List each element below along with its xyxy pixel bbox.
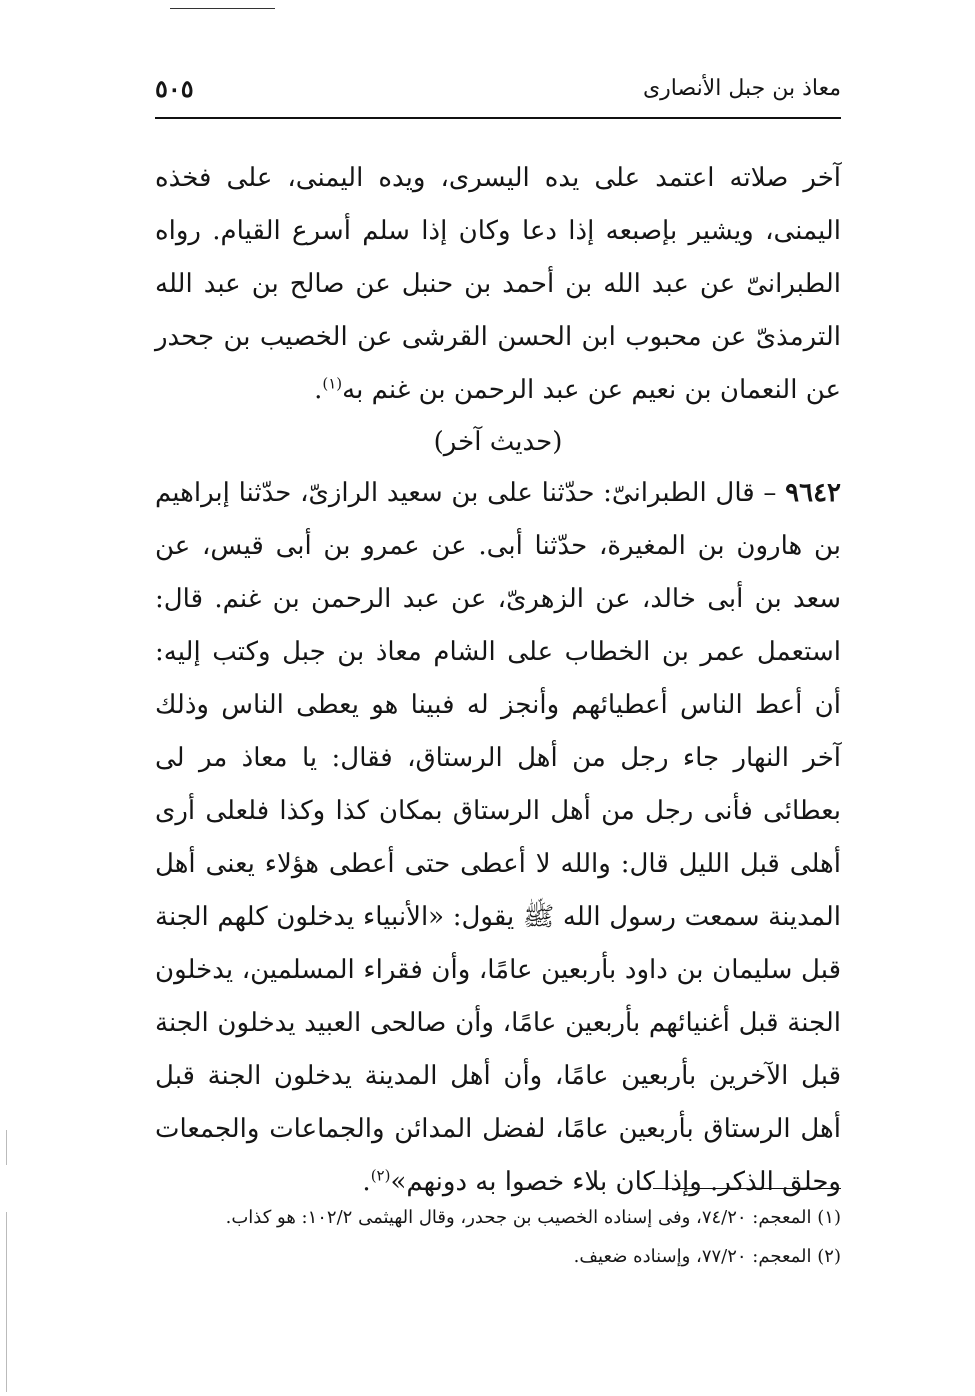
footnote-separator [653,1188,841,1189]
section-heading: (حديث آخر) [433,427,563,457]
hadith-text: قال الطبرانىّ: حدّثنا على بن سعيد الرازىّ، حدّثنا إبراهيم بن هارون بن المغيرة، حدّثنا أبى. عن عمرو بن أبى قيس، عن سعد بن أبى خالد، عن الزهرىّ، عن عبد الرحمن بن غنم. قال: استعمل عمر بن الخطاب على الشام معاذ بن جبل وكتب إليه: أن أعط الناس أعطيائهم وأنجز له فبينا هو يعطى الناس وذلك آخر النهار جاء رجل من أهل الرستاق، فقال: يا معاذ مر لى بعطائى فأنى رجل من أهل الرستاق بمكان كذا وكذا فلعلى أرى أهلى قبل الليل قال: والله لا أعطى حتى أعطى هؤلاء يعنى أهل المدينة سمعت رسول الله ﷺ يقول: «الأنبياء يدخلون كلهم الجنة قبل سليمان بن داود بأربعين عامًا، وأن فقراء المسلمين، يدخلون الجنة قبل أغنيائهم بأربعين عامًا، وأن صالحى العبيد يدخلون الجنة قبل الآخرين بأربعين عامًا، وأن أهل المدينة يدخلون الجنة قبل أهل الرستاق بأربعين عامًا، لفضل المدائن والجماعات والجمعات وحلق الذكر. وإذا كان بلاء خصوا به دونهم» [155,478,841,1197]
hadith-number: ٩٦٤٢ [785,478,842,508]
hadith-end: . [362,1167,371,1197]
footnote-2: (٢) المعجم: ٧٧/٢٠، وإسناده ضعيف. [573,1246,841,1267]
footnotes [155,1202,841,1280]
paragraph-1-text: آخر صلاته اعتمد على يده اليسرى، ويده اليمنى، على فخذه اليمنى، ويشير بإصبعه إذا دعا وكان إذا سلم أسرع القيام. رواه الطبرانىّ عن عبد الله بن أحمد بن حنبل عن صالح بن عبد الله الترمذىّ عن محبوب ابن الحسن القرشى عن الخصيب بن جحدر عن النعمان بن نعيم عن عبد الرحمن بن غنم به [155,163,841,405]
top-scan-rule [170,8,275,9]
page-number: ٥٠٥ [155,73,194,103]
scan-edge-mark [6,1130,7,1165]
paragraph-1-end: . [314,375,323,405]
footnote-marker-2: (٢) [370,1166,391,1185]
paragraph-continuation [155,152,841,417]
hadith-paragraph [155,467,841,1209]
hadith-dash: – [754,478,786,508]
header-rule [155,117,841,119]
footnote-marker-1: (١) [322,374,343,393]
footnote-1: (١) المعجم: ٧٤/٢٠، وفى إسناده الخصيب بن جحدر، وقال الهيثمى ١٠٢/٢: هو كذاب. [225,1207,841,1228]
page-header [155,66,841,110]
running-title: معاذ بن جبل الأنصارى [642,75,841,101]
scan-edge-mark [6,1212,7,1392]
